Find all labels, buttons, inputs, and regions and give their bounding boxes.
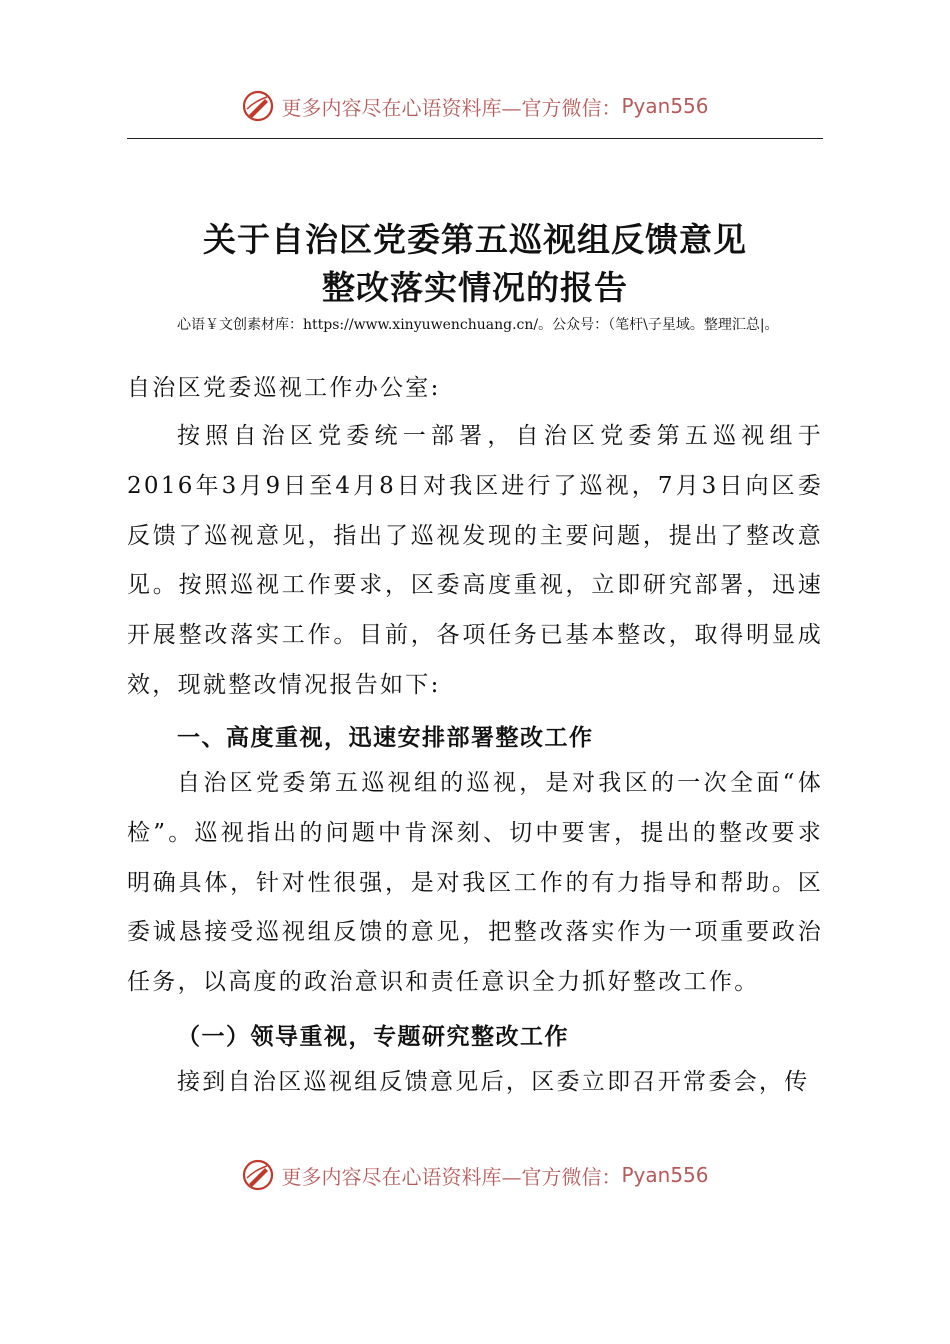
salutation: 自治区党委巡视工作办公室: [127,375,441,401]
footer-banner [0,1155,950,1195]
banner-text: 更多内容尽在心语资料库—官方微信： [281,95,622,120]
pen-circle-logo-icon [241,89,275,123]
subsection-heading-1: （一）领导重视，专题研究整改工作 [177,1023,569,1050]
section-heading-1: 一、高度重视，迅速安排部署整改工作 [177,725,594,751]
header-divider [127,138,823,139]
page-title-line-2: 整改落实情况的报告 [322,268,628,307]
banner-wechat-id: Pyan556 [621,94,709,118]
paragraph-3: 接到自治区巡视组反馈意见后，区委立即召开常委会，传 [177,1069,810,1095]
pen-circle-logo-icon [241,1158,275,1192]
paragraph-1: 按照自治区党委统一部署，自治区党委第五巡视组于2016年3月9日至4月8日对我区进行了巡视，7月3日向区委反馈了巡视意见，指出了巡视发现的主要问题，提出了整改意见。按照巡视工作要求，区委高度重视，立即研究部署，迅速开展整改落实工作。目前，各项任务已基本整改，取得明显成效，现就整改情况报告如下: [127,423,823,698]
header-banner [0,86,950,126]
page-title-line-1: 关于自治区党委第五巡视组反馈意见 [203,220,747,259]
banner-text: 更多内容尽在心语资料库—官方微信： [281,1164,622,1189]
source-note: 心语￥文创素材库：https://www.xinyuwenchuang.cn/。公众号：（笔杆\子星域。整理汇总|。 [177,317,779,333]
banner-wechat-id: Pyan556 [621,1163,709,1187]
paragraph-2: 自治区党委第五巡视组的巡视，是对我区的一次全面“体检”。巡视指出的问题中肯深刻、切中要害，提出的整改要求明确具体，针对性很强，是对我区工作的有力指导和帮助。区委诚恳接受巡视组反馈的意见，把整改落实作为一项重要政治任务，以高度的政治意识和责任意识全力抓好整改工作。 [127,770,823,996]
